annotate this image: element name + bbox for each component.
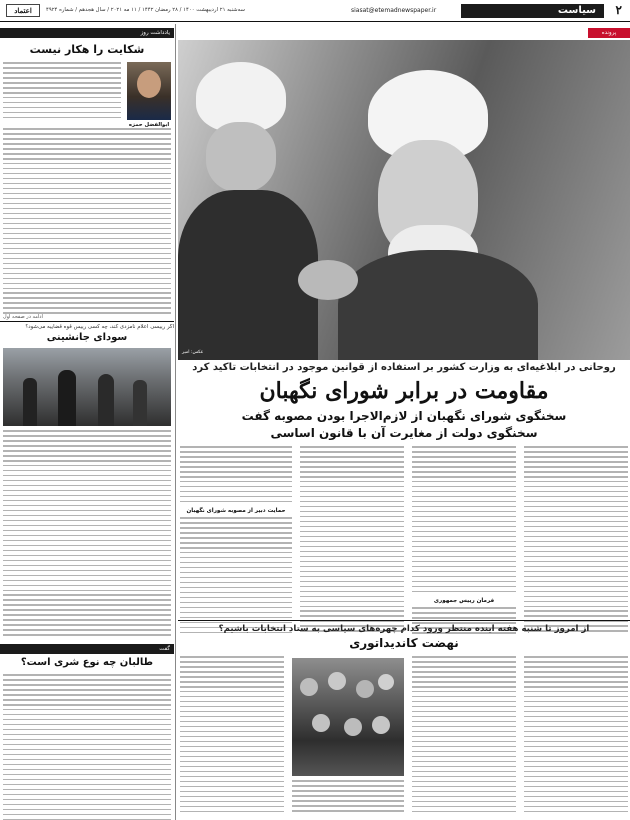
inline-heading-1: حمایت دبیر از مصوبه شورای نگهبان bbox=[186, 508, 286, 514]
bottom-divider bbox=[178, 620, 630, 621]
hero-photo bbox=[178, 40, 630, 360]
author-photo bbox=[127, 62, 171, 120]
main-kicker: روحانی در ابلاغیه‌ای به وزارت کشور بر استفاده از قوانین موجود در انتخابات تاکید کرد bbox=[192, 362, 616, 373]
inline-heading-2: فرمان رییس جمهوری bbox=[433, 598, 495, 604]
divider bbox=[0, 321, 174, 322]
column-separator bbox=[175, 24, 176, 820]
opinion-body-cont bbox=[3, 128, 171, 318]
opinion-section-tag: یادداشت روز bbox=[0, 28, 174, 38]
taliban-tag: گفت bbox=[0, 644, 174, 654]
opinion-body bbox=[3, 62, 121, 122]
taliban-title: طالبان چه نوع شری است؟ bbox=[20, 657, 154, 668]
left-column bbox=[0, 24, 174, 820]
main-sub1: سخنگوی شورای نگهبان از لازم‌الاجرا بودن مصوبه گفت bbox=[241, 409, 567, 423]
bottom-headline: نهضت کاندیداتوری bbox=[349, 636, 459, 650]
newspaper-logo: اعتماد bbox=[6, 4, 40, 17]
author-name: ابوالفضل حمزه bbox=[128, 122, 170, 128]
bottom-photo bbox=[292, 658, 404, 776]
opinion-title: شکایت را هکار نیست bbox=[29, 43, 145, 56]
masthead-rule bbox=[0, 21, 630, 22]
taliban-body bbox=[3, 674, 171, 820]
main-headline: مقاومت در برابر شورای نگهبان bbox=[259, 378, 549, 404]
main-body-col-1 bbox=[524, 446, 628, 636]
email: siasat@etemadnewspaper.ir bbox=[351, 7, 437, 14]
succession-body bbox=[3, 430, 171, 642]
bottom-body-col-3b bbox=[292, 780, 404, 816]
section-bar bbox=[461, 4, 604, 18]
bottom-body-col-1 bbox=[524, 656, 628, 816]
photo-credit: عکس: امیر bbox=[182, 350, 204, 355]
date-line: سه‌شنبه ۲۱ اردیبهشت ۱۴۰۰ / ۲۸ رمضان ۱۴۴۲ / ۱۱ مه ۲۰۲۱ / سال هجدهم / شماره ۴۹۲۴ bbox=[46, 7, 245, 13]
main-story bbox=[178, 24, 630, 644]
main-sub2: سخنگوی دولت از مغایرت آن با قانون اساسی bbox=[270, 426, 538, 440]
bottom-body-col-2 bbox=[412, 656, 516, 816]
story-overline: پرونده bbox=[588, 28, 630, 38]
succession-title: سودای جانشینی bbox=[46, 332, 128, 343]
bottom-story bbox=[178, 620, 630, 820]
succession-photo bbox=[3, 348, 171, 426]
masthead bbox=[0, 0, 630, 22]
succession-kicker: اگر رییسی اعلام نامزدی کند، چه کسی رییس قوه قضاییه می‌شود؟ bbox=[25, 324, 174, 330]
main-body-col-2 bbox=[412, 446, 516, 596]
bottom-body-col-4 bbox=[180, 656, 284, 816]
opinion-footer-tag: ادامه در صفحه اول bbox=[3, 314, 43, 320]
bottom-kicker: از امروز تا شنبه هفته آینده منتظر ورود کدام چهره‌های سیاسی به ستاد انتخابات باشیم؟ bbox=[218, 624, 590, 634]
main-body-col-4a bbox=[180, 446, 292, 506]
main-body-col-3 bbox=[300, 446, 404, 636]
section-title: سیاست bbox=[557, 5, 596, 16]
main-body-col-4b bbox=[180, 517, 292, 637]
page-number: ۲ bbox=[615, 3, 622, 17]
